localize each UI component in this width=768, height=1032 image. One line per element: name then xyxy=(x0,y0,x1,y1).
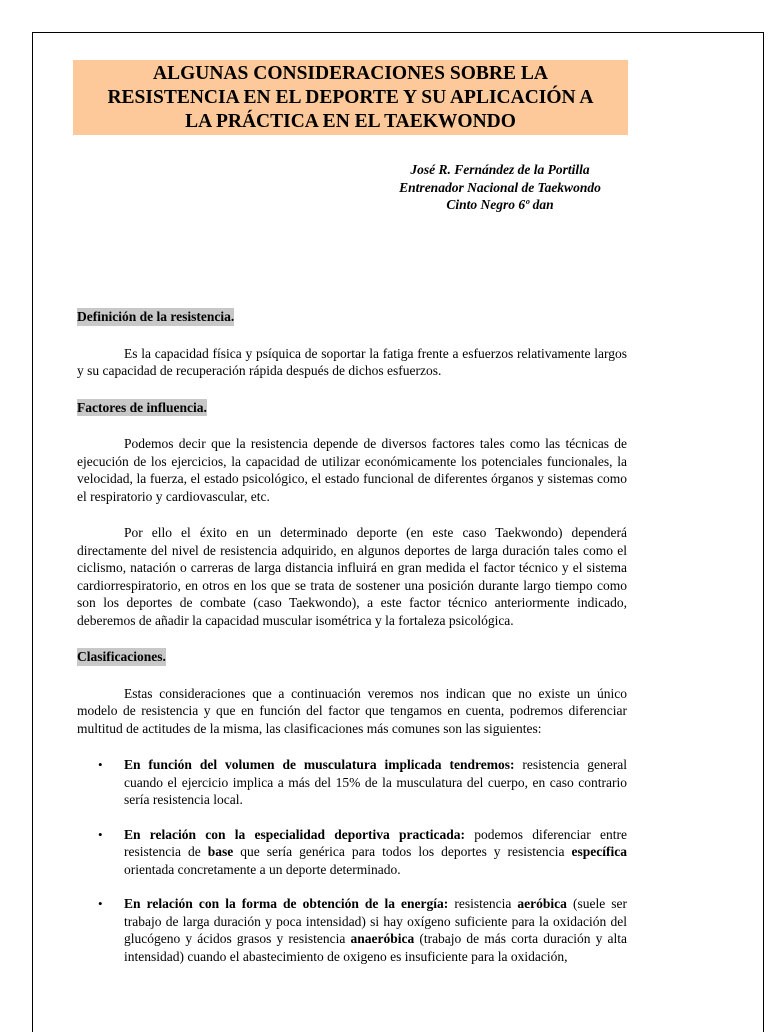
author-role: Entrenador Nacional de Taekwondo xyxy=(399,179,601,195)
item-text: (suele ser trabajo de larga duración y poca intensidad) si hay oxígeno suficiente para la oxidación del glucógeno y ácidos grasos y resistencia xyxy=(124,896,627,946)
item-emphasis: específica xyxy=(571,844,627,859)
item-emphasis: anaeróbica xyxy=(350,931,415,946)
author-name: José R. Fernández de la Portilla xyxy=(410,162,590,177)
list-item xyxy=(77,756,627,809)
author-block xyxy=(380,161,620,214)
paragraph-clasificaciones: Estas consideraciones que a continuación veremos nos indican que no existe un único modelo de resistencia y que en función del factor que tengamos en cuenta, podremos diferenciar multitud de actitudes de la misma, las clasificaciones más comunes son las siguientes: xyxy=(77,685,627,736)
list-item xyxy=(77,895,627,965)
paragraph-factores-1: Podemos decir que la resistencia depende de diversos factores tales como las técnicas de ejecución de los ejercicios, la capacidad de utilizar económicamente los potenciales funcionales, la velocidad, la fuerza, el estado psicológico, el estado funcional de diferentes órganos y sistemas como el respiratorio y cardiovascular, etc. xyxy=(77,436,627,504)
item-lead: En relación con la forma de obtención de la energía: xyxy=(124,896,449,911)
bullet: • xyxy=(98,757,103,772)
paragraph-definicion: Es la capacidad física y psíquica de soportar la fatiga frente a esfuerzos relativamente largos y su capacidad de recuperación rápida después de dichos esfuerzos. xyxy=(77,345,627,378)
item-text: orientada concretamente a un deporte determinado. xyxy=(124,861,401,877)
item-emphasis: base xyxy=(207,844,234,859)
classification-list xyxy=(77,756,627,965)
heading-factores: Factores de influencia. xyxy=(77,399,207,415)
bullet: • xyxy=(98,826,103,842)
bullet: • xyxy=(98,896,103,911)
title-line-2: RESISTENCIA EN EL DEPORTE Y SU APLICACIÓN A xyxy=(107,87,594,108)
paragraph-factores-2: Por ello el éxito en un determinado deporte (en este caso Taekwondo) dependerá directamente del nivel de resistencia adquirido, en algunos deportes de larga duración tales como el ciclismo, natación o carreras de larga distancia influirá en gran medida el factor técnico y el sistema cardiorrespiratorio, en otros en los que se trata de sostener una posición durante largo tiempo como son los deportes de combate (caso Taekwondo), a este factor técnico anteriormente indicado, deberemos de añadir la capacidad muscular isométrica y la fortaleza psicológica. xyxy=(77,525,627,628)
document-title xyxy=(73,60,628,135)
list-item xyxy=(77,826,627,879)
title-line-3: LA PRÁCTICA EN EL TAEKWONDO xyxy=(185,111,516,132)
item-emphasis: aeróbica xyxy=(517,896,567,911)
heading-definicion: Definición de la resistencia. xyxy=(77,309,235,324)
item-text: podemos diferenciar entre resistencia de xyxy=(124,826,628,859)
item-lead: En relación con la especialidad deportiva practicada: xyxy=(124,826,466,842)
author-rank: Cinto Negro 6º dan xyxy=(446,197,554,212)
item-lead: En función del volumen de musculatura implicada tendremos: xyxy=(124,757,515,772)
item-text: resistencia general cuando el ejercicio implica a más del 15% de la musculatura del cuerpo, en caso contrario sería resistencia local. xyxy=(124,757,628,807)
item-text: (trabajo de más corta duración y alta intensidad) cuando el abastecimiento de oxigeno es insuficiente para la oxidación, xyxy=(124,931,627,964)
document-body xyxy=(77,308,627,965)
item-text: resistencia xyxy=(448,896,518,911)
item-text: que sería genérica para todos los deportes y resistencia xyxy=(233,844,572,859)
title-line-1: ALGUNAS CONSIDERACIONES SOBRE LA xyxy=(153,63,548,84)
heading-clasificaciones: Clasificaciones. xyxy=(77,649,166,664)
